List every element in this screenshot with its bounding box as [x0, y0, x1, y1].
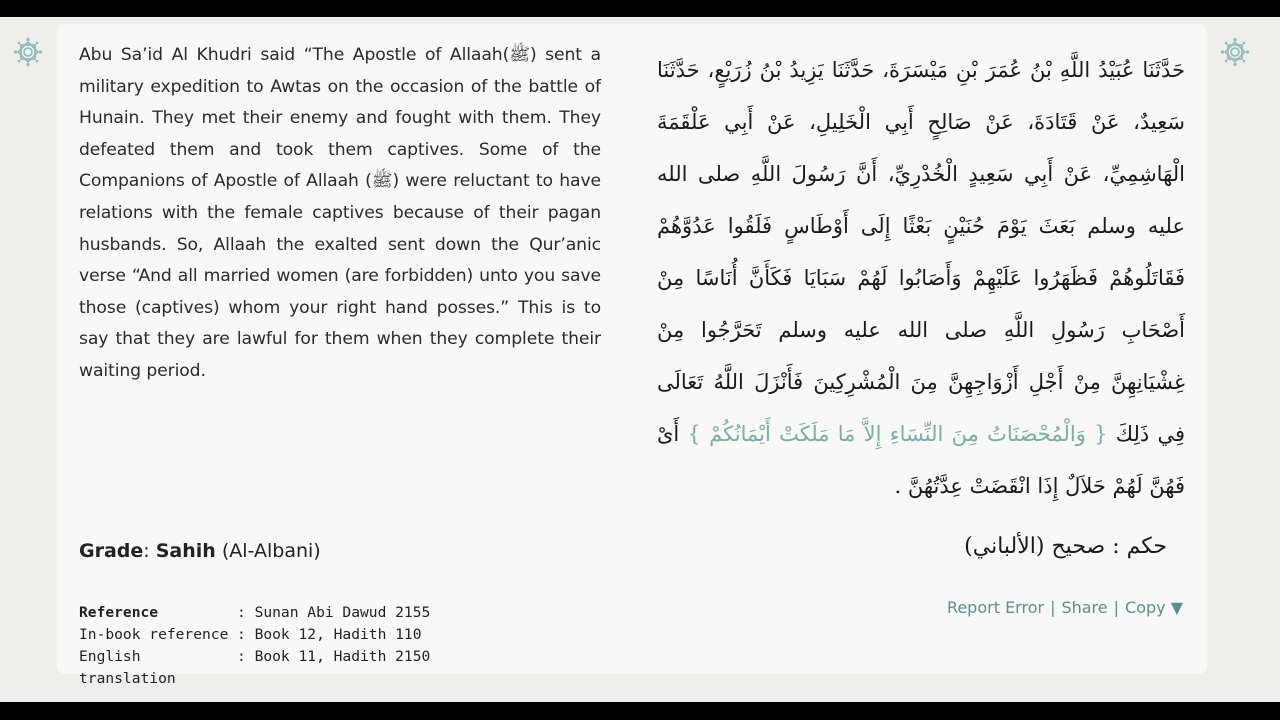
arabic-ending: أَىْ فَهُنَّ لَهُمْ حَلاَلٌ إِذَا انْقَضَتْ عِدَّتُهُنَّ .: [657, 422, 1185, 498]
grade-value: Sahih: [155, 540, 216, 562]
reference-row: [79, 602, 430, 624]
report-error-link[interactable]: Report Error: [946, 598, 1045, 617]
reference-value: : Sunan Abi Dawud 2155: [237, 604, 431, 621]
page-background: [0, 17, 1280, 702]
reference-label: In-book reference: [79, 626, 229, 643]
separator: |: [1113, 598, 1120, 617]
reference-label: Reference: [79, 604, 159, 621]
share-link[interactable]: Share: [1061, 598, 1108, 617]
english-text: Abu Sa’id Al Khudri said “The Apostle of Allaah(ﷺ) sent a military expedition to Awtas on the occasion of the battle of Hunain. They met their enemy and fought with them. They defeated them and took them captives. Some of the Companions of Apostle of Allaah (ﷺ) were reluctant to have relations with the female captives because of their pagan husbands. So, Allaah the exalted sent down the Qur’anic verse “And all married women (are forbidden) unto you save those (captives) whom your right hand posses.” This is to say that they are lawful for them when they complete their waiting period.: [79, 45, 602, 381]
reference-value: : Book 11, Hadith 2150: [237, 648, 431, 665]
reference-table: [79, 602, 430, 690]
action-links: [947, 598, 1183, 617]
copy-dropdown[interactable]: Copy ▼: [1125, 598, 1183, 617]
arabic-isnad: حَدَّثَنَا عُبَيْدُ اللَّهِ بْنُ عُمَرَ بْنِ مَيْسَرَةَ، حَدَّثَنَا يَزِيدُ بْنُ زُرَيْعٍ، حَدَّثَنَا سَعِيدٌ، عَنْ قَتَادَةَ، عَنْ صَالِحٍ أَبِي الْخَلِيلِ، عَنْ أَبِي عَلْقَمَةَ الْهَاشِمِيِّ، عَنْ أَبِي سَعِيدٍ الْخُدْرِيِّ، أَنَّ رَسُولَ اللَّهِ صلى الله عليه وسلم بَعَثَ يَوْمَ حُنَيْنٍ بَعْثًا إِلَى أَوْطَاسٍ فَلَقُوا عَدُوَّهُمْ فَقَاتَلُوهُمْ فَظَهَرُوا عَلَيْهِمْ وَأَصَابُوا لَهُمْ سَبَايَا فَكَأَنَّ أُنَاسًا مِنْ أَصْحَابِ رَسُولِ اللَّهِ صلى الله عليه وسلم تَحَرَّجُوا مِنْ غِشْيَانِهِنَّ مِنْ أَجْلِ أَزْوَاجِهِنَّ مِنَ الْمُشْرِكِينَ فَأَنْزَلَ اللَّهُ تَعَالَى فِي ذَلِكَ: [657, 58, 1186, 446]
arabic-text: [657, 44, 1185, 512]
grade-arabic: حكم : صحيح (الألباني): [964, 534, 1167, 559]
ornament-icon: [1220, 37, 1250, 67]
separator: |: [1050, 598, 1056, 617]
grade-line: Grade: Sahih (Al-Albani): [79, 540, 321, 562]
hadith-card: [57, 24, 1207, 687]
reference-row: [79, 646, 430, 690]
grade-label: Grade: [79, 540, 144, 562]
reference-row: [79, 624, 430, 646]
quran-verse: { وَالْمُحْصَنَاتُ مِنَ النِّسَاءِ إِلاَّ مَا مَلَكَتْ أَيْمَانُكُمْ }: [687, 422, 1108, 446]
reference-value: : Book 12, Hadith 110: [237, 626, 422, 643]
reference-label: English translation: [79, 648, 176, 687]
letterbox-top: [0, 0, 1280, 17]
grade-source: (Al-Albani): [221, 540, 321, 562]
ornament-icon: [13, 37, 43, 67]
letterbox-bottom: [0, 702, 1280, 720]
